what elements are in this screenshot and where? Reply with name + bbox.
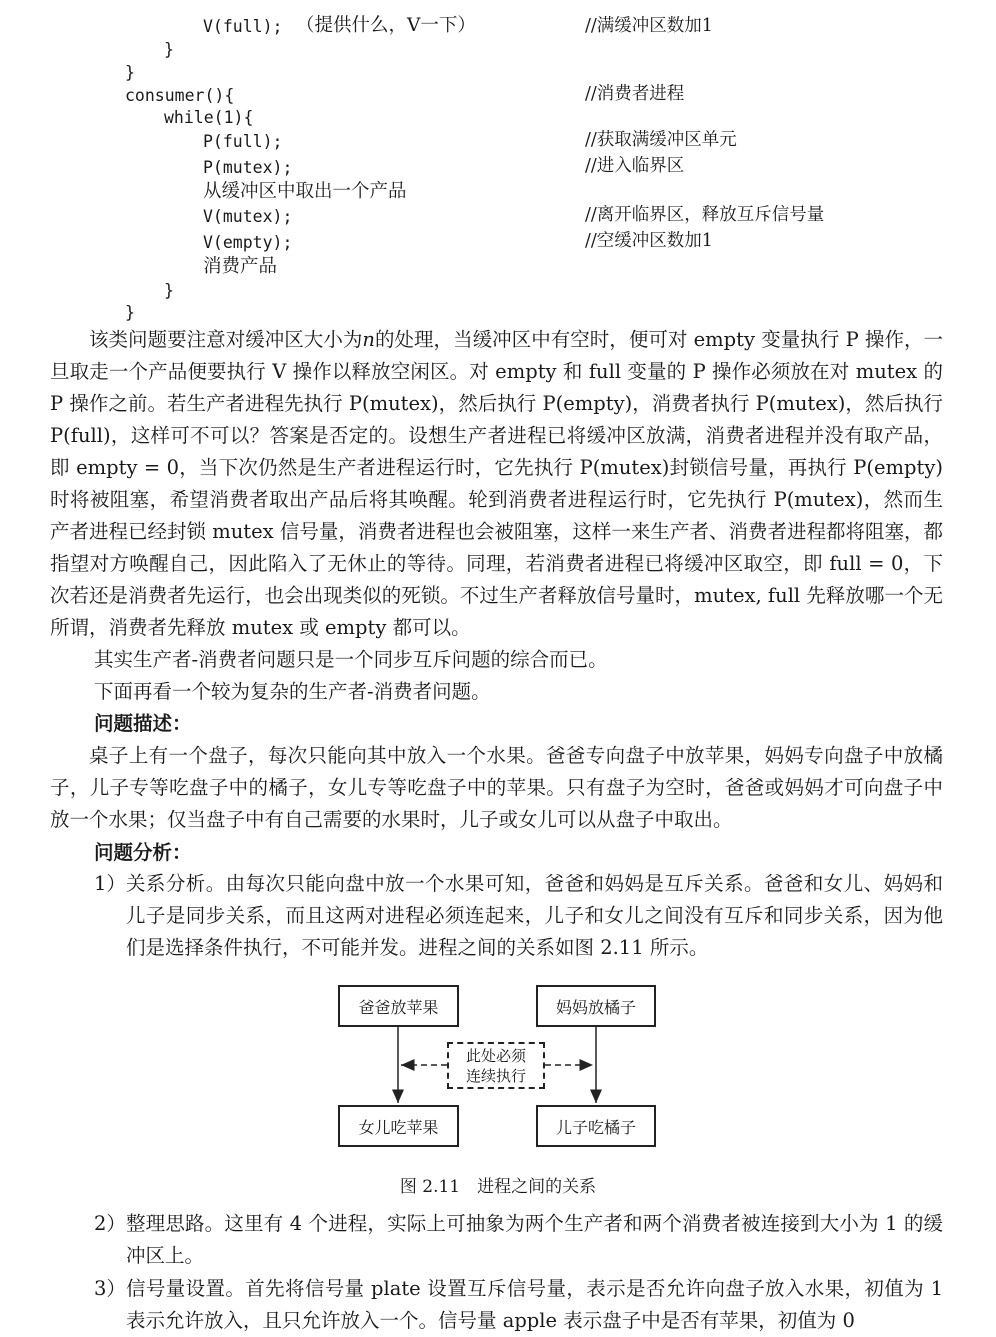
paragraph-intro: 下面再看一个较为复杂的生产者-消费者问题。 <box>94 680 491 703</box>
center-label-line1: 此处必须 <box>465 1046 526 1065</box>
code-comment-consumer: //消费者进程 <box>585 84 685 104</box>
list-text: 关系分析。由每次只能向盘中放一个水果可知，爸爸和妈妈是互斥关系。爸爸和女儿、妈妈和儿子是同步关系，而且这两对进程必须连起来，儿子和女儿之间没有互斥和同步关系，因为他们是选择条件执行，不可能并发。进程之间的关系如图 2.11 所示。 <box>126 872 943 959</box>
heading-problem-analysis: 问题分析： <box>94 841 192 864</box>
code-comment-p-mutex: //进入临界区 <box>585 156 685 176</box>
list-item-approach <box>94 1208 943 1272</box>
code-p-full: P(full); <box>203 132 283 151</box>
code-v-mutex: V(mutex); <box>203 207 293 226</box>
list-number: 3） <box>94 1277 126 1300</box>
process-dad-puts-apple: 爸爸放苹果 <box>338 985 459 1027</box>
list-text: 整理思路。这里有 4 个进程，实际上可抽象为两个生产者和两个消费者被连接到大小为 1 的缓冲区上。 <box>126 1212 943 1267</box>
paragraph-text: 该类问题要注意对缓冲区大小为 <box>89 328 363 351</box>
code-comment-v-mutex: //离开临界区，释放互斥信号量 <box>585 205 825 225</box>
paragraph-summary: 其实生产者-消费者问题只是一个同步互斥问题的综合而已。 <box>94 648 608 671</box>
code-p-mutex: P(mutex); <box>203 158 293 177</box>
list-number: 2） <box>94 1212 126 1235</box>
code-comment-full: //满缓冲区数加1 <box>585 16 713 36</box>
code-v-full-note: （提供什么，V一下） <box>296 15 476 36</box>
paragraph-deadlock <box>50 324 943 644</box>
process-son-eats-orange: 儿子吃橘子 <box>536 1105 656 1147</box>
list-number: 1） <box>94 872 126 895</box>
figure-caption: 图 2.11 进程之间的关系 <box>399 1177 597 1197</box>
code-brace: } <box>125 303 135 322</box>
code-take-product: 从缓冲区中取出一个产品 <box>203 181 407 202</box>
variable-n: n <box>362 328 375 351</box>
heading-problem-description: 问题描述： <box>94 712 192 735</box>
code-consume: 消费产品 <box>203 256 278 277</box>
code-comment-v-empty: //空缓冲区数加1 <box>585 231 713 251</box>
code-v-empty: V(empty); <box>203 233 293 252</box>
must-execute-consecutively-box <box>447 1042 545 1089</box>
code-while: while(1){ <box>164 108 254 127</box>
code-consumer-decl: consumer(){ <box>125 86 235 105</box>
list-item-semaphore <box>94 1273 943 1337</box>
code-brace: } <box>125 63 135 82</box>
paragraph-text: 的处理，当缓冲区中有空时，便可对 empty 变量执行 P 操作，一旦取走一个产品便要执行 V 操作以释放空闲区。对 empty 和 full 变量的 P 操作必须放在对 mutex 的 P 操作之前。若生产者进程先执行 P(mutex)，然后执行 P(empty)，消费者执行 P(mutex)，然后执行 P(full)，这样可不可以？答案是否定的。设想生产者进程已将缓冲区放满，消费者进程并没有取产品，即 empty = 0，当下次仍然是生产者进程运行时，它先执行 P(mutex)封锁信号量，再执行 P(empty)时将被阻塞，希望消费者取出产品后将其唤醒。轮到消费者进程运行时，它先执行 P(mutex)，然而生产者进程已经封锁 mutex 信号量，消费者进程也会被阻塞，这样一来生产者、消费者进程都将阻塞，都指望对方唤醒自己，因此陷入了无休止的等待。同理，若消费者进程已将缓冲区取空，即 full = 0，下次若还是消费者先运行，也会出现类似的死锁。不过生产者释放信号量时，mutex, full 先释放哪一个无所谓，消费者先释放 mutex 或 empty 都可以。 <box>50 328 943 639</box>
process-daughter-eats-apple: 女儿吃苹果 <box>338 1105 459 1147</box>
code-brace: } <box>164 281 174 300</box>
list-item-relation <box>94 868 943 964</box>
code-brace: } <box>164 40 174 59</box>
paragraph-problem: 桌子上有一个盘子，每次只能向其中放入一个水果。爸爸专向盘子中放苹果，妈妈专向盘子中放橘子，儿子专等吃盘子中的橘子，女儿专等吃盘子中的苹果。只有盘子为空时，爸爸或妈妈才可向盘子中放一个水果；仅当盘子中有自己需要的水果时，儿子或女儿可以从盘子中取出。 <box>50 744 943 831</box>
list-text: 信号量设置。首先将信号量 plate 设置互斥信号量，表示是否允许向盘子放入水果，初值为 1 表示允许放入，且只允许放入一个。信号量 apple 表示盘子中是否有苹果，初值为 0 <box>126 1277 943 1332</box>
process-mom-puts-orange: 妈妈放橘子 <box>536 985 656 1027</box>
code-v-full: V(full); <box>203 17 283 36</box>
center-label-line2: 连续执行 <box>465 1066 526 1085</box>
code-comment-p-full: //获取满缓冲区单元 <box>585 130 737 150</box>
